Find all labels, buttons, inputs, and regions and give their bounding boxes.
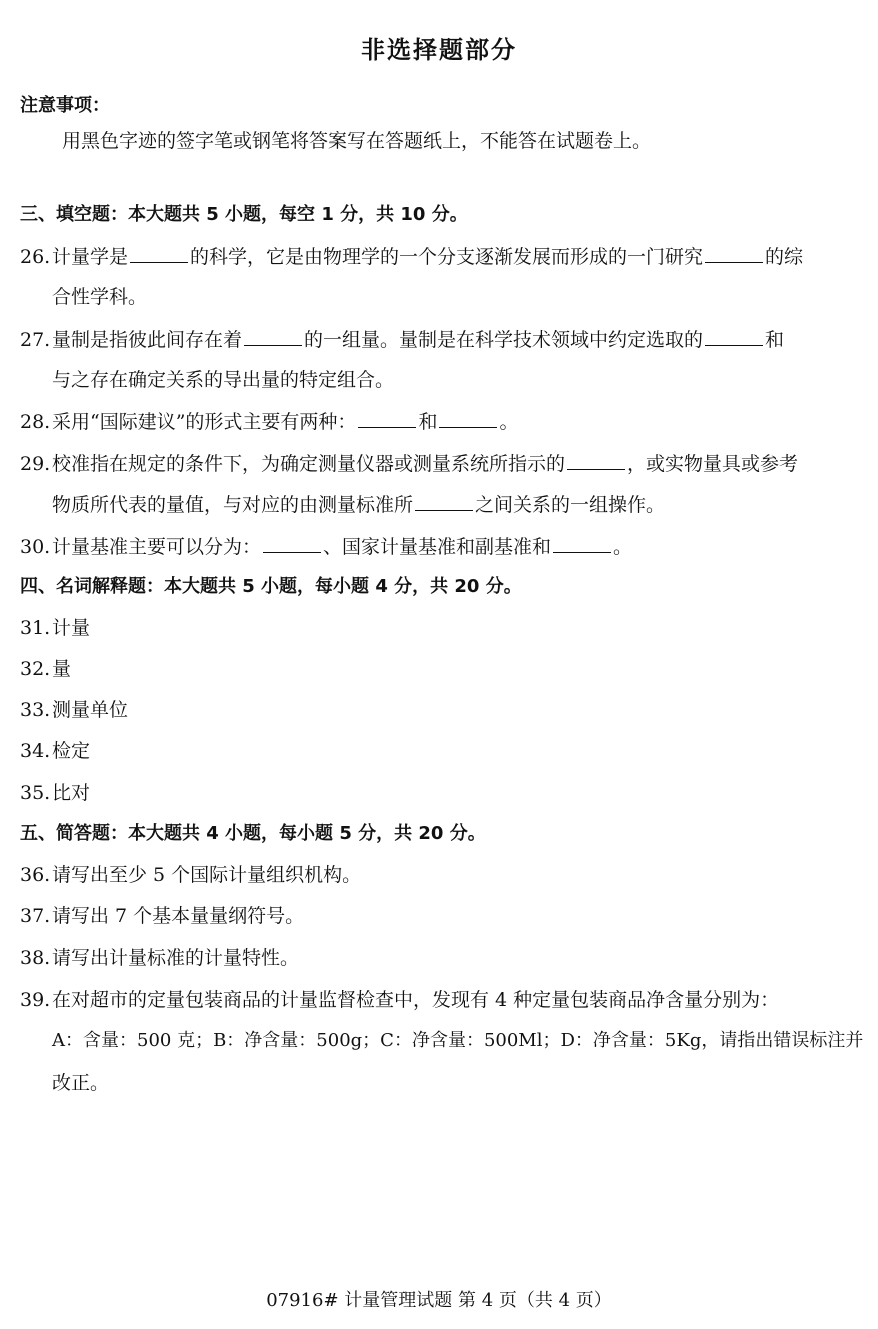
- question-37: 37.请写出 7 个基本量量纲符号。: [20, 905, 305, 927]
- question-26-cont: 合性学科。: [52, 286, 148, 308]
- question-34: 34.检定: [20, 740, 91, 762]
- question-31: 31.计量: [20, 617, 91, 639]
- question-26: 26.计量学是 的科学，它是由物理学的一个分支逐渐发展而形成的一门研究 的综: [20, 246, 804, 268]
- answer-blank: [244, 327, 302, 346]
- question-33: 33.测量单位: [20, 699, 129, 721]
- notice-heading: 注意事项：: [20, 95, 110, 116]
- section5-heading: 五、简答题：本大题共 4 小题，每小题 5 分，共 20 分。: [20, 823, 486, 844]
- question-30: 30.计量基准主要可以分为： 、国家计量基准和副基准和 。: [20, 536, 633, 558]
- notice-text: 用黑色字迹的签字笔或钢笔将答案写在答题纸上，不能答在试题卷上。: [62, 130, 652, 152]
- page-title: 非选择题部分: [361, 36, 517, 64]
- answer-blank: [415, 492, 473, 511]
- answer-blank: [263, 534, 321, 553]
- question-39: 39.在对超市的定量包装商品的计量监督检查中，发现有 4 种定量包装商品净含量分别为：: [20, 989, 780, 1011]
- question-35: 35.比对: [20, 782, 91, 804]
- answer-blank: [130, 244, 188, 263]
- section4-heading: 四、名词解释题：本大题共 5 小题，每小题 4 分，共 20 分。: [20, 576, 522, 597]
- question-29: 29.校准指在规定的条件下，为确定测量仪器或测量系统所指示的 ，或实物量具或参考: [20, 453, 799, 475]
- section3-heading: 三、填空题：本大题共 5 小题，每空 1 分，共 10 分。: [20, 204, 468, 225]
- page-footer: 07916# 计量管理试题 第 4 页（共 4 页）: [266, 1290, 612, 1311]
- question-39-line3: 改正。: [52, 1072, 110, 1094]
- answer-blank: [439, 409, 497, 428]
- answer-blank: [358, 409, 416, 428]
- answer-blank: [705, 244, 763, 263]
- answer-blank: [567, 451, 625, 470]
- answer-blank: [553, 534, 611, 553]
- answer-blank: [705, 327, 763, 346]
- question-38: 38.请写出计量标准的计量特性。: [20, 947, 300, 969]
- question-32: 32.量: [20, 658, 72, 680]
- question-27: 27.量制是指彼此间存在着 的一组量。量制是在科学技术领域中约定选取的 和: [20, 329, 785, 351]
- question-29-cont: 物质所代表的量值，与对应的由测量标准所 之间关系的一组操作。: [52, 494, 666, 516]
- question-36: 36.请写出至少 5 个国际计量组织机构。: [20, 864, 362, 886]
- question-28: 28.采用“国际建议”的形式主要有两种： 和 。: [20, 411, 519, 433]
- question-27-cont: 与之存在确定关系的导出量的特定组合。: [52, 369, 395, 391]
- question-39-line2: A：含量：500 克；B：净含量：500g；C：净含量：500Ml；D：净含量：5Kg，请指出错误标注并: [52, 1030, 864, 1051]
